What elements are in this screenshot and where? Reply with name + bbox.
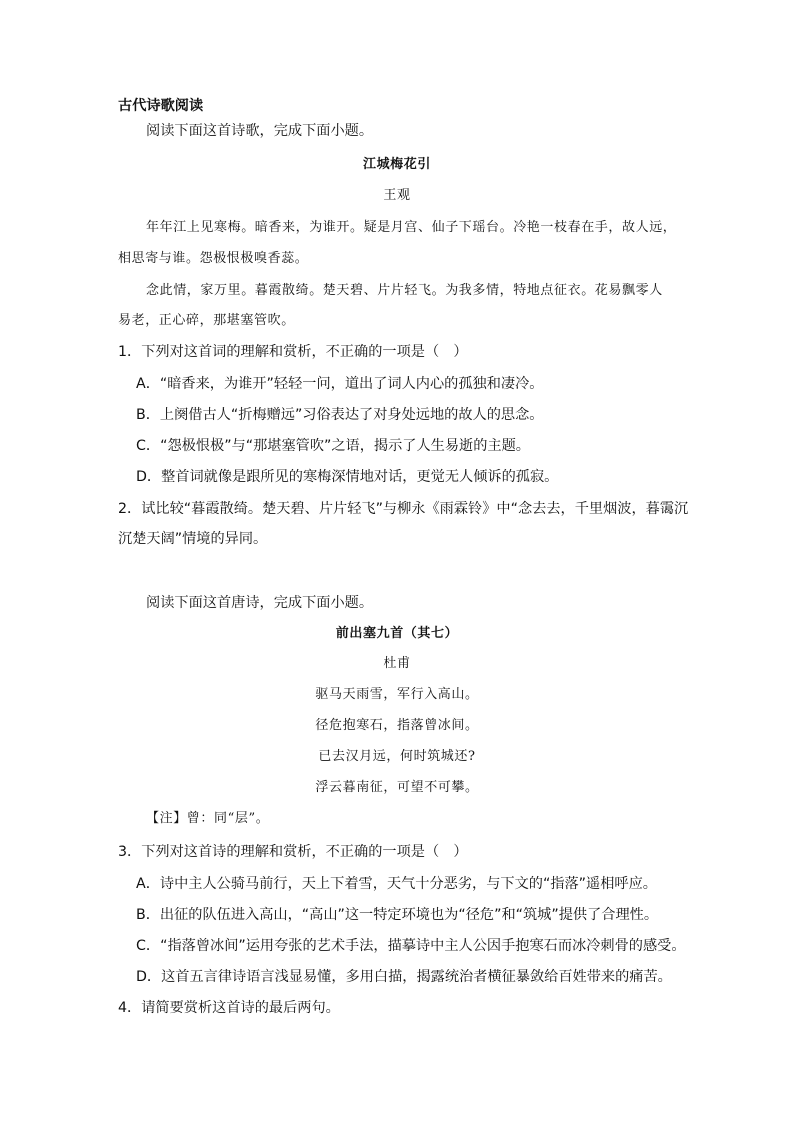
poem1-para1-line1: 年年江上见寒梅。暗香来，为谁开。疑是月宫、仙子下瑶台。冷艳一枝春在手，故人远， bbox=[146, 220, 677, 235]
q1-option-b: B．上阕借古人“折梅赠远”习俗表达了对身处远地的故人的思念。 bbox=[136, 407, 544, 423]
q3-option-c: C．“指落曾冰间”运用夸张的艺术手法，描摹诗中主人公因手抱寒石而冰冷刺骨的感受。 bbox=[136, 938, 686, 954]
poem2-line-3: 已去汉月远，何时筑城还? bbox=[318, 749, 476, 764]
q1-stem: 1．下列对这首词的理解和赏析，不正确的一项是（ ） bbox=[118, 344, 468, 360]
q1-option-a: A．“暗香来，为谁开”轻轻一问，道出了词人内心的孤独和凄冷。 bbox=[136, 376, 544, 392]
poem2-line-1: 驱马天雨雪，军行入高山。 bbox=[315, 687, 479, 702]
poem1-para2-line2: 易老，正心碎，那堪塞管吹。 bbox=[118, 313, 295, 328]
poem2-note: 【注】曾：同“层”。 bbox=[146, 811, 270, 826]
poem1-title: 江城梅花引 bbox=[362, 157, 431, 172]
poem2-line-2: 径危抱寒石，指落曾冰间。 bbox=[315, 718, 479, 733]
poem1-para2-line1: 念此情，家万里。暮霞散绮。楚天碧、片片轻飞。为我多情，特地点征衣。花易飘零人 bbox=[146, 283, 663, 298]
q2-line2: 沉楚天阔”情境的异同。 bbox=[118, 531, 268, 547]
q4-stem: 4．请简要赏析这首诗的最后两句。 bbox=[118, 1000, 340, 1016]
poem1-para1-line2: 相思寄与谁。怨极恨极嗅香蕊。 bbox=[118, 251, 309, 266]
q3-option-b: B．出征的队伍进入高山，“高山”这一特定环境也为“径危”和“筑城”提供了合理性。 bbox=[136, 907, 659, 923]
q3-stem: 3．下列对这首诗的理解和赏析，不正确的一项是（ ） bbox=[118, 844, 468, 860]
instruction-1: 阅读下面这首诗歌，完成下面小题。 bbox=[146, 123, 374, 139]
q3-option-d: D．这首五言律诗语言浅显易懂，多用白描，揭露统治者横征暴敛给百姓带来的痛苦。 bbox=[136, 969, 672, 985]
q3-option-a: A．诗中主人公骑马前行，天上下着雪，天气十分恶劣，与下文的“指落”遥相呼应。 bbox=[136, 876, 657, 892]
poem2-author: 杜甫 bbox=[383, 656, 411, 671]
poem2-line-4: 浮云暮南征，可望不可攀。 bbox=[315, 780, 479, 795]
q1-option-c: C．“怨极恨极”与“那堪塞管吹”之语，揭示了人生易逝的主题。 bbox=[136, 438, 530, 454]
poem1-author: 王观 bbox=[383, 188, 411, 203]
q1-option-d: D．整首词就像是跟所见的寒梅深情地对话，更觉无人倾诉的孤寂。 bbox=[136, 469, 559, 485]
instruction-2: 阅读下面这首唐诗，完成下面小题。 bbox=[146, 595, 374, 611]
section-title: 古代诗歌阅读 bbox=[118, 98, 204, 114]
poem2-title: 前出塞九首（其七） bbox=[335, 626, 459, 641]
q2-line1: 2．试比较“暮霞散绮。楚天碧、片片轻飞”与柳永《雨霖铃》中“念去去，千里烟波，暮霭沉 bbox=[118, 501, 689, 517]
